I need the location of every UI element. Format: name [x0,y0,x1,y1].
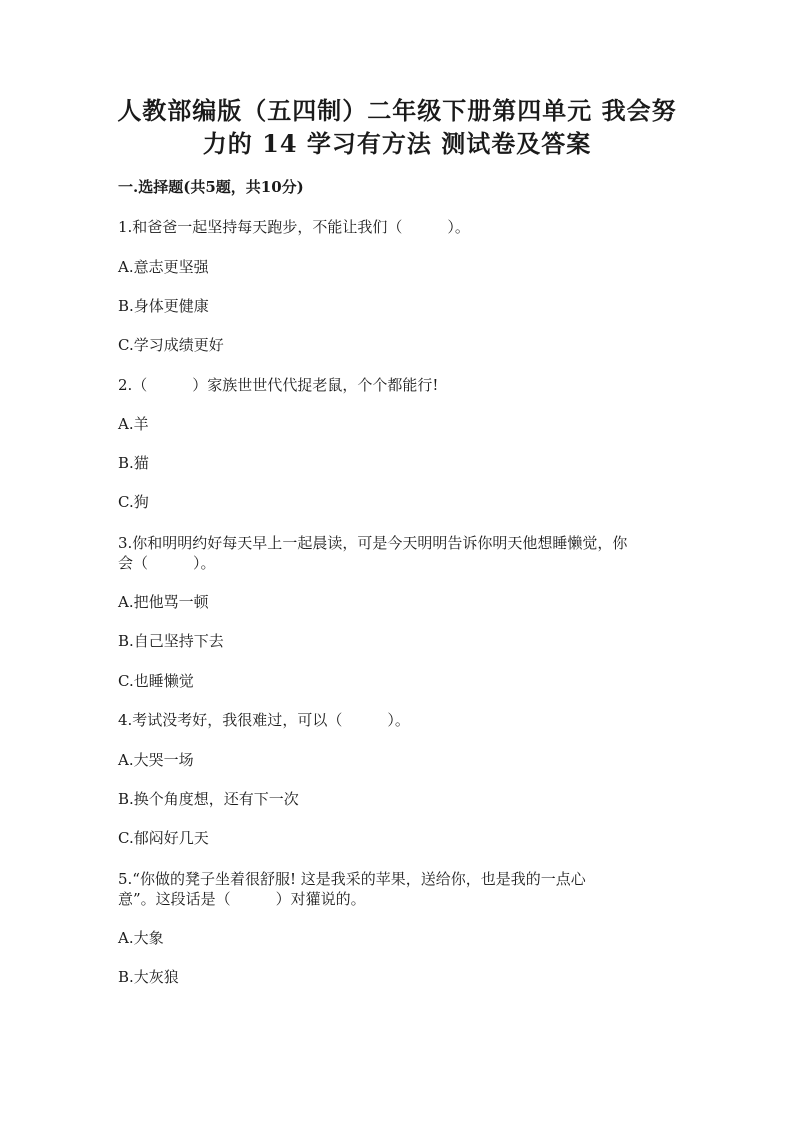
question-4-option-c: C.郁闷好几天 [118,829,209,847]
question-5-stem-line-1: 5.“你做的凳子坐着很舒服! 这是我采的苹果，送给你，也是我的一点心 [118,870,586,888]
question-4-stem: 4.考试没考好，我很难过，可以（ ）。 [118,711,410,729]
question-1-option-b: B.身体更健康 [118,297,209,315]
question-3-option-a: A.把他骂一顿 [118,593,209,611]
section-heading: 一.选择题(共5题，共10分) [118,178,304,196]
document-title-line-1: 人教部编版（五四制）二年级下册第四单元 我会努 [117,96,677,125]
question-1-option-a: A.意志更坚强 [118,258,209,276]
question-2-option-c: C.狗 [118,493,149,511]
question-3-option-c: C.也睡懒觉 [118,672,194,690]
question-2-stem: 2.（ ）家族世世代代捉老鼠，个个都能行! [118,376,439,394]
question-3-stem-line-2: 会（ ）。 [118,554,216,572]
question-3-option-b: B.自己坚持下去 [118,632,224,650]
document-title-line-2: 力的 14 学习有方法 测试卷及答案 [202,129,592,158]
question-5-option-a: A.大象 [118,929,164,947]
question-2-option-a: A.羊 [118,415,149,433]
question-3-stem-line-1: 3.你和明明约好每天早上一起晨读，可是今天明明告诉你明天他想睡懒觉，你 [118,534,628,552]
question-4-option-b: B.换个角度想，还有下一次 [118,790,299,808]
question-4-option-a: A.大哭一场 [118,751,194,769]
question-2-option-b: B.猫 [118,454,149,472]
question-5-option-b: B.大灰狼 [118,968,179,986]
question-5-stem-line-2: 意”。这段话是（ ）对獾说的。 [118,890,366,908]
question-1-stem: 1.和爸爸一起坚持每天跑步，不能让我们（ ）。 [118,218,470,236]
question-1-option-c: C.学习成绩更好 [118,336,224,354]
